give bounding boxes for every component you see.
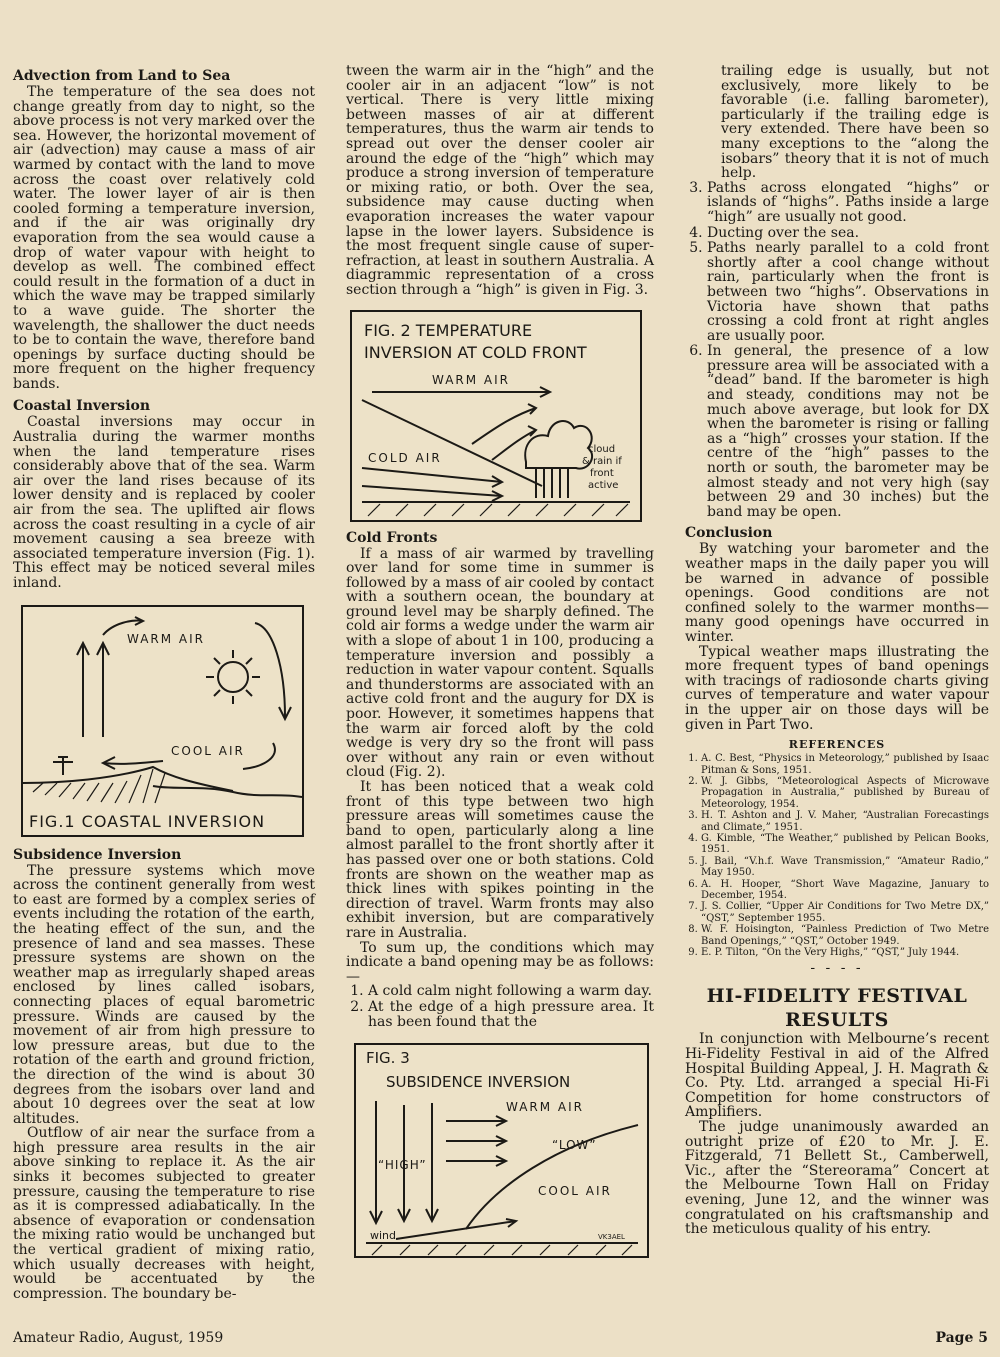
rising-arrow-2 (492, 430, 536, 460)
paragraph-cold-fronts-1: If a mass of air warmed by travelling over land for some time in summer is followed by a mass of air cooled by contact with a southern ocean, the boundary at ground level may be sharply defined. The cold air forms a wedge under the warm air with a slope of about 1 in 100, producing a temperature inversion and possibly a reduction in water vapour content. Squalls and thunderstorms are associated with an active cold front and the augury for DX is poor. However, it sometimes happens that the warm air forced aloft by the cold wedge is very dry so the front will pass over without any rain or even without cloud (Fig. 2). (346, 545, 654, 781)
figure-2-diagram (352, 312, 640, 520)
reference-item: 1. A. C. Best, “Physics in Meteorology,” published by Isaac Pitman & Sons, 1951. (701, 753, 989, 776)
figure-3-diagram (356, 1045, 647, 1256)
descending-air-arrow (255, 623, 285, 717)
paragraph-conclusion-1: By watching your barometer and the weather maps in the daily paper you will be warned in advance of possible openings. Good conditions are not confined solely to the warmer months—many good openings have occurred in winter. (685, 541, 989, 645)
rising-arrow-1 (472, 408, 536, 444)
cool-air-arrow (243, 743, 275, 769)
reference-item: 8. W. F. Hoisington, “Painless Prediction of Two Metre Band Openings,” “QST,” October 1949. (701, 924, 989, 947)
reference-item: 3. H. T. Ashton and J. V. Maher, “Australian Forecastings and Climate,” 1951. (701, 810, 989, 833)
heading-coastal-inversion: Coastal Inversion (13, 398, 151, 415)
cloud-note-line: front (590, 467, 614, 479)
conditions-list-continued (685, 181, 989, 520)
figure-1-diagram (23, 607, 302, 835)
fig1-warm-air-label: WARM AIR (127, 631, 206, 646)
fig2-warm-air-label: WARM AIR (432, 372, 511, 387)
conditions-list (346, 984, 654, 1029)
paragraph-sum-up: To sum up, the conditions which may indicate a band opening may be as follows:— (346, 939, 654, 985)
fig3-cool-air-label: COOL AIR (538, 1184, 612, 1199)
reference-item: 6. A. H. Hooper, “Short Wave Magazine, January to December, 1954. (701, 879, 989, 902)
column-2 (346, 64, 654, 1258)
footer-publication: Amateur Radio, August, 1959 (13, 1330, 224, 1346)
list-item: 1. A cold calm night following a warm day. (368, 984, 654, 999)
sea-line (153, 786, 302, 797)
wind-arrow (396, 1221, 516, 1239)
fig3-warm-air-label: WARM AIR (506, 1100, 585, 1115)
sun-icon (218, 662, 248, 692)
fig2-title-line2: INVERSION AT COLD FRONT (364, 342, 587, 362)
paragraph-cold-fronts-2: It has been noticed that a weak cold front of this type between two high pressure areas will sometimes cause the band to open, particularly along a line almost parallel to the front shortly after it has passed over one or both stations. Cold fronts are shown on the weather map as thick lines with spikes pointing in the direction of travel. Warm fronts may also exhibit inversion, but are comparatively rare in Australia. (346, 779, 654, 941)
section-separator: - - - - (810, 960, 864, 977)
figure-3-subsidence-inversion (354, 1043, 649, 1258)
fig3-high-label: “HIGH” (378, 1158, 427, 1173)
figure-1-coastal-inversion (21, 605, 304, 837)
fig3-wind-label: wind (370, 1229, 397, 1243)
cloud-note-line: cloud (588, 443, 616, 455)
fig2-cold-air-label: COLD AIR (368, 450, 442, 465)
heading-subsidence-inversion: Subsidence Inversion (13, 846, 182, 863)
paragraph-high-continued: tween the warm air in the “high” and the cooler air in an adjacent “low” is not vertical. There is very little mixing between masses of air at different temperatures, thus the warm air tends to spread out over the denser cooler air around the edge of the “high” which may produce a strong inversion of temperature or mixing ratio, or both. Over the sea, subsidence may cause ducting when evaporation increases the water vapour lapse in the lower layers. Subsidence is the most frequent single cause of super-refraction, at least in southern Australia. A diagrammic representation of a cross section through a “high” is given in Fig. 3. (346, 63, 654, 298)
cloud-note-line: & rain if (582, 455, 622, 467)
antenna-icon (53, 757, 73, 775)
cold-air-arrow-1 (362, 468, 502, 482)
references-heading: REFERENCES (788, 738, 886, 752)
references-list (685, 753, 989, 958)
list-item: 4. Ducting over the sea. (707, 226, 989, 241)
paragraph-hifi-1: In conjunction with Melbourne’s recent Hi-Fidelity Festival in aid of the Alfred Hospital Building Appeal, J. H. Magrath & Co. Pty. Ltd. arranged a special Hi-Fi Competition for home constructors of Amplifiers. (685, 1031, 989, 1121)
list-item: 6. In general, the presence of a low pressure area will be associated with a “dead” band. If the barometer is high and steady, conditions may not be much above average, but look for DX when the barometer is rising or falling as a “high” crosses your station. If the centre of the “high” passes to the north or south, the barometer may be almost steady and not very high (say between 29 and 30 inches) but the band may be open. (707, 344, 989, 519)
list-item: 5. Paths nearly parallel to a cold front shortly after a cool change without rain, particularly when the front is between two “highs”. Observations in Victoria have shown that paths crossing a cold front at right angles are usually poor. (707, 241, 989, 343)
column-1 (13, 64, 315, 1301)
heading-hifi-festival: HI-FIDELITY FESTIVAL RESULTS (706, 985, 968, 1032)
paragraph-conclusion-2: Typical weather maps illustrating the more frequent types of band openings with tracings of radiosonde charts giving curves of temperature and water vapour in the upper air on those days will be given in Part Two. (685, 643, 989, 733)
paragraph-hifi-2: The judge unanimously awarded an outright prize of £20 to Mr. J. E. Fitzgerald, 71 Bellett St., Camberwell, Vic., after the “Stereorama” Concert at the Melbourne Town Hall on Friday evening, June 12, and the winner was congratulated on his craftsmanship and the meticulous quality of his entry. (685, 1119, 989, 1238)
reference-item: 9. E. P. Tilton, “On the Very Highs,” “QST,” July 1944. (701, 947, 989, 958)
reference-item: 2. W. J. Gibbs, “Meteorological Aspects of Microwave Propagation in Australia,” published by Bureau of Meteorology, 1954. (701, 776, 989, 810)
footer-page-number: Page 5 (935, 1330, 988, 1346)
fig2-cloud-note (582, 444, 622, 491)
fig3-signature: VK3AEL (598, 1233, 625, 1242)
column-3 (685, 64, 989, 1237)
paragraph-trailing-edge: trailing edge is usually, but not exclusively, more likely to be favorable (i.e. falling barometer), particularly if the trailing edge is very extended. There have been so many exceptions to the “along the isobars” theory that it is not of much help. (721, 63, 989, 182)
fig2-title-line1: FIG. 2 TEMPERATURE (364, 320, 533, 340)
cold-air-arrow-2 (362, 486, 502, 496)
heading-advection: Advection from Land to Sea (13, 68, 231, 84)
heading-cold-fronts: Cold Fronts (346, 529, 438, 546)
fig1-cool-air-label: COOL AIR (171, 743, 245, 758)
reference-item: 4. G. Kimble, “The Weather,” published by Pelican Books, 1951. (701, 833, 989, 856)
fig3-label: FIG. 3 (366, 1049, 410, 1068)
reference-item: 5. J. Bail, “V.h.f. Wave Transmission,” “Amateur Radio,” May 1950. (701, 856, 989, 879)
paragraph-subsidence-1: The pressure systems which move across the continent generally from west to east are formed by a complex series of events including the rotation of the earth, the heating effect of the sun, and the presence of land and sea masses. These pressure systems are shown on the weather map as irregularly shaped areas enclosed by lines called isobars, connecting places of equal barometric pressure. Winds are caused by the movement of air from high pressure to low pressure areas, but due to the rotation of the earth and ground friction, the direction of the wind is about 30 degrees from the isobars over land and about 10 degrees over the seat at low altitudes. (13, 862, 315, 1127)
rain-icon (536, 468, 568, 498)
figure-2-cold-front (350, 310, 642, 522)
paragraph-coastal-inversion: Coastal inversions may occur in Australia during the warmer months when the land temperature rises considerably above that of the sea. Warm air over the land rises because of its lower density and is replaced by cooler air from the sea. The uplifted air flows across the coast resulting in a cycle of air movement causing a sea breeze with associated temperature inversion (Fig. 1). This effect may be noticed several miles inland. (13, 414, 315, 591)
sea-breeze-arrow (103, 761, 163, 764)
cloud-note-line: active (588, 479, 619, 491)
fig1-caption: FIG.1 COASTAL INVERSION (29, 811, 266, 831)
fig3-low-label: “LOW” (552, 1138, 597, 1153)
paragraph-subsidence-2: Outflow of air near the surface from a high pressure area results in the air above sinking to replace it. As the air sinks it becomes subjected to greater pressure, causing the temperature to rise as it is compressed adiabatically. In the absence of evaporation or condensation the mixing ratio would be unchanged but the vertical gradient of mixing ratio, which usually decreases with height, would be accentuated by the compression. The boundary be- (13, 1125, 315, 1302)
list-item: 3. Paths across elongated “highs” or islands of “highs”. Paths inside a large “high” are usually not good. (707, 181, 989, 225)
paragraph-advection: The temperature of the sea does not change greatly from day to night, so the above process is not very marked over the sea. However, the horizontal movement of air (advection) may cause a mass of air warmed by contact with the land to move across the coast over relatively cold water. The lower layer of air is then cooled forming a temperature inversion, and if the air was originally dry evaporation from the sea would cause a drop of water vapour with height to develop as well. The combined effect could result in the formation of a duct in which the wave may be trapped similarly to a wave guide. The shorter the wavelength, the shallower the duct needs to be to contain the wave, therefore band openings by surface ducting should be more frequent on the higher frequency bands. (13, 84, 315, 392)
fig3-title: SUBSIDENCE INVERSION (386, 1073, 571, 1092)
list-item: 2. At the edge of a high pressure area. It has been found that the (368, 1000, 654, 1029)
reference-item: 7. J. S. Collier, “Upper Air Conditions for Two Metre DX,” “QST,” September 1955. (701, 901, 989, 924)
heading-conclusion: Conclusion (685, 525, 773, 542)
